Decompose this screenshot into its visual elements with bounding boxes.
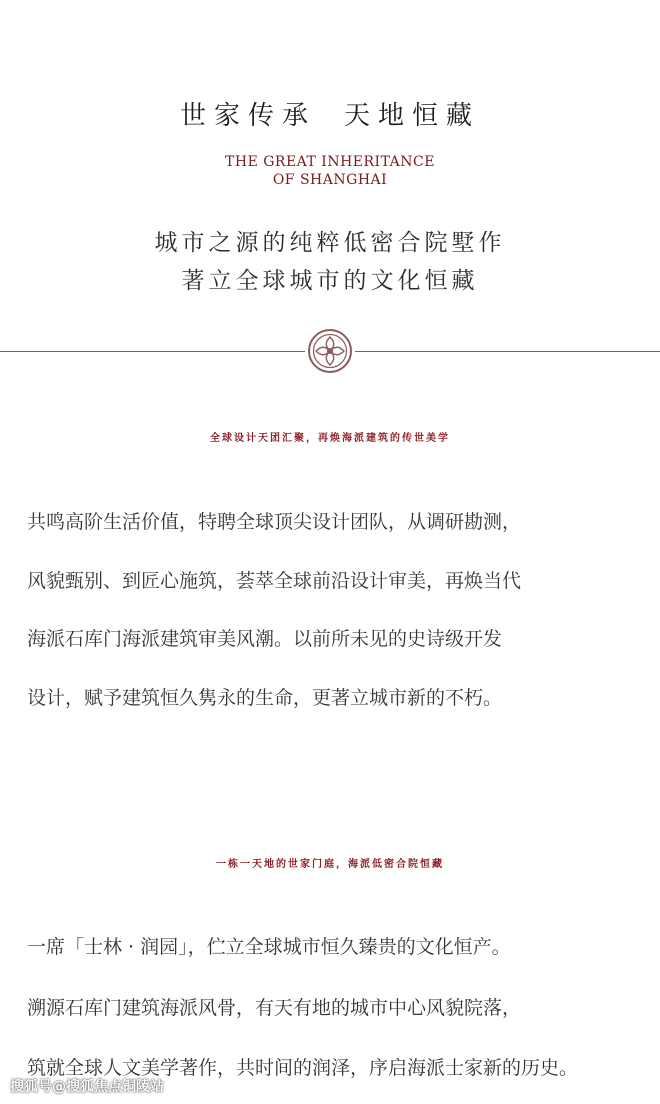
paragraph-line: 海派石库门海派建筑审美风潮。以前所未见的史诗级开发 <box>27 628 503 650</box>
english-subtitle-line2: OF SHANGHAI <box>272 172 388 188</box>
page-title <box>0 86 660 146</box>
paragraph-line: 设计，赋予建筑恒久隽永的生命，更著立城市新的不朽。 <box>27 687 503 709</box>
tagline-line1: 城市之源的纯粹低密合院墅作 <box>154 230 506 256</box>
section-heading-design: 全球设计天团汇聚，再焕海派建筑的传世美学 <box>210 433 450 444</box>
ornamental-lattice-icon <box>307 328 353 374</box>
section-heading-courtyard: 一栋一天地的世家门庭，海派低密合院恒藏 <box>216 859 444 870</box>
paragraph-line: 一席「士林 · 润园」，伫立全球城市恒久臻贵的文化恒产。 <box>27 936 511 958</box>
divider-line-left <box>0 351 305 352</box>
divider-line-right <box>355 351 660 352</box>
paragraph-line: 溯源石库门建筑海派风骨，有天有地的城市中心风貌院落， <box>27 997 522 1019</box>
paragraph-line: 风貌甄别、到匠心施筑，荟萃全球前沿设计审美，再焕当代 <box>27 570 522 592</box>
english-subtitle-line1: THE GREAT INHERITANCE <box>225 154 435 170</box>
tagline-line2: 著立全球城市的文化恒藏 <box>181 268 479 294</box>
paragraph-line: 筑就全球人文美学著作，共时间的润泽，序启海派士家新的历史。 <box>27 1057 579 1079</box>
paragraph-line: 共鸣高阶生活价值，特聘全球顶尖设计团队，从调研勘测， <box>27 511 522 533</box>
page-title-part2: 天地恒藏 <box>344 101 481 131</box>
source-watermark: 搜狐号@搜狐焦点铜陵站 <box>10 1079 164 1095</box>
page-title-part1: 世家传承 <box>179 101 316 131</box>
